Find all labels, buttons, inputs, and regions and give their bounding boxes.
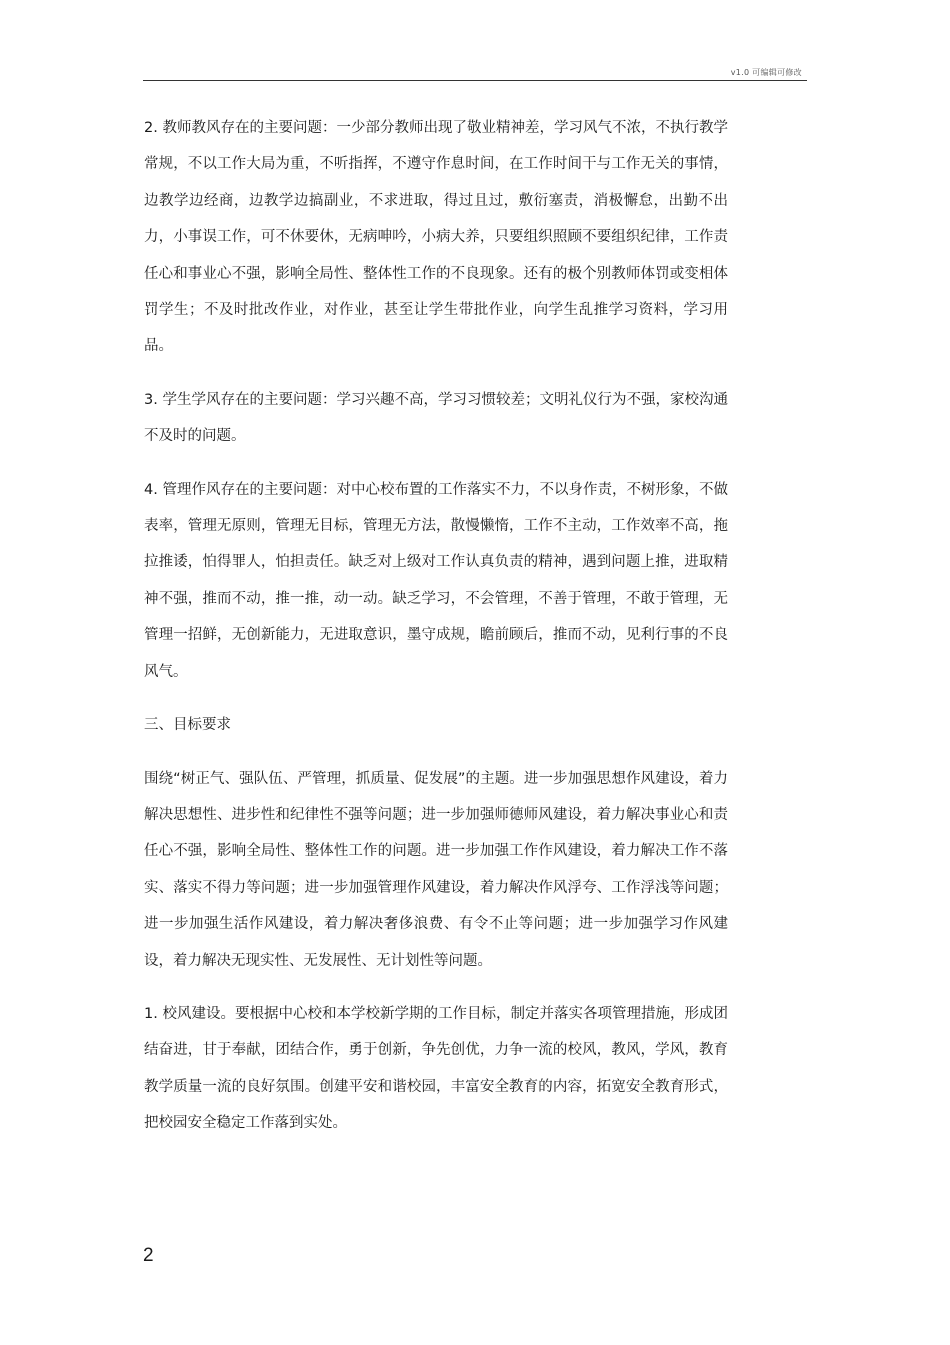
document-version-label: v1.0 可编辑可修改 bbox=[730, 68, 802, 77]
document-body bbox=[144, 110, 728, 1142]
header-divider bbox=[143, 80, 807, 81]
paragraph-goal-overview: 围绕“树正气、强队伍、严管理，抓质量、促发展”的主题。进一步加强思想作风建设，着力解决思想性、进步性和纪律性不强等问题；进一步加强师德师风建设，着力解决事业心和责任心不强，影响全局性、整体性工作的问题。进一步加强工作作风建设，着力解决工作不落实、落实不得力等问题；进一步加强管理作风建设，着力解决作风浮夸、工作浮浅等问题；进一步加强生活作风建设，着力解决奢侈浪费、有令不止等问题；进一步加强学习作风建设，着力解决无现实性、无发展性、无计划性等问题。 bbox=[144, 770, 728, 969]
paragraph-management-style-problems: 4. 管理作风存在的主要问题：对中心校布置的工作落实不力，不以身作责，不树形象，不做表率，管理无原则，管理无目标，管理无方法，散慢懒惰，工作不主动，工作效率不高，拖拉推诿，怕得罪人，怕担责任。缺乏对上级对工作认真负责的精神，遇到问题上推，进取精神不强，推而不动，推一推，动一动。缺乏学习，不会管理，不善于管理，不敢于管理，无管理一招鲜，无创新能力，无进取意识，墨守成规，瞻前顾后，推而不动，见利行事的不良风气。 bbox=[144, 481, 728, 680]
page-number: 2 bbox=[143, 1245, 154, 1266]
paragraph-student-study-problems: 3. 学生学风存在的主要问题：学习兴趣不高，学习习惯较差；文明礼仪行为不强，家校沟通不及时的问题。 bbox=[144, 391, 728, 445]
paragraph-school-style-building: 1. 校风建设。要根据中心校和本学校新学期的工作目标，制定并落实各项管理措施，形成团结奋进，甘于奉献，团结合作，勇于创新，争先创优，力争一流的校风，教风，学风，教育教学质量一流的良好氛围。创建平安和谐校园，丰富安全教育的内容，拓宽安全教育形式，把校园安全稳定工作落到实处。 bbox=[144, 1005, 728, 1132]
section-heading-goals: 三、目标要求 bbox=[144, 717, 231, 734]
paragraph-teacher-style-problems: 2. 教师教风存在的主要问题：一少部分教师出现了敬业精神差，学习风气不浓，不执行教学常规，不以工作大局为重，不听指挥，不遵守作息时间，在工作时间干与工作无关的事情，边教学边经商，边教学边搞副业，不求进取，得过且过，敷衍塞责，消极懈怠，出勤不出力，小事误工作，可不休要休，无病呻吟，小病大养，只要组织照顾不要组织纪律，工作责任心和事业心不强，影响全局性、整体性工作的不良现象。还有的极个别教师体罚或变相体罚学生；不及时批改作业，对作业，甚至让学生带批作业，向学生乱推学习资料，学习用品。 bbox=[144, 120, 728, 355]
